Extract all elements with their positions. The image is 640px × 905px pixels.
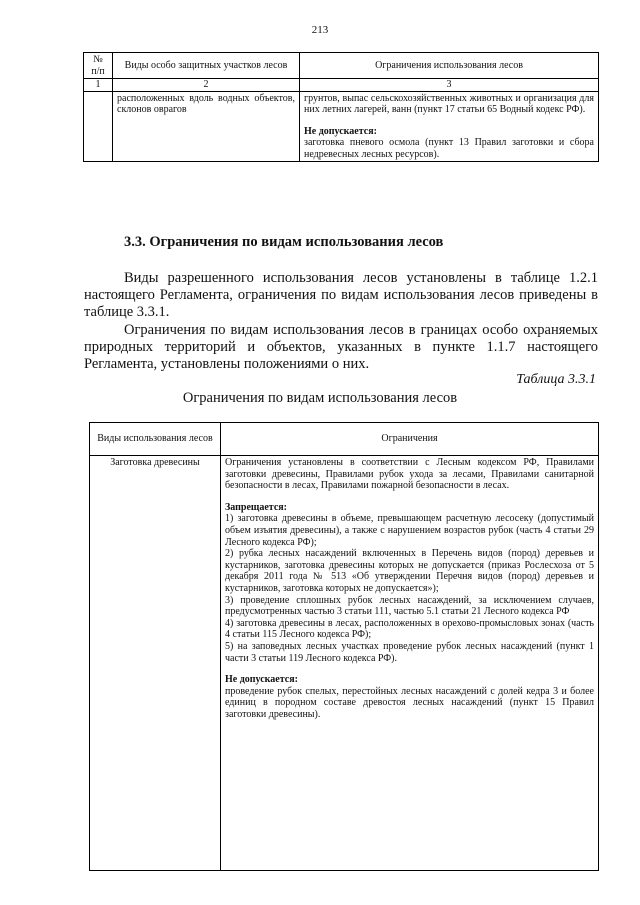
prohibited-item: 4) заготовка древесины в лесах, расположенных в орехово-промысловых зонах (часть 4 статьи 115 Лесного кодекса РФ); — [225, 617, 594, 641]
header-cell-use-kind: Виды использования лесов — [90, 423, 221, 456]
table-header-row — [84, 53, 599, 79]
prohibited-item: 2) рубка лесных насаждений включенных в Перечень видов (пород) деревьев и кустарников, заготовка древесины которых не допускается (приказ Рослесхоза от 5 декабря 2011 года № 513 «Об утверждении Перечня видов (пород) деревьев и кустарников, заготовка которых не допускается»); — [225, 548, 594, 594]
restriction-text: грунтов, выпас сельскохозяйственных животных и организация для них летних лагерей, ванн (пункт 17 статьи 65 Водный кодекс РФ). — [304, 92, 594, 115]
prohibited-item: 3) проведение сплошных рубок лесных насаждений, за исключением случаев, предусмотренных частью 3 статьи 111, частью 5.1 статьи 21 Лесного кодекса РФ — [225, 594, 594, 618]
use-kind-cell: Заготовка древесины — [90, 456, 221, 871]
row-number-cell — [84, 91, 113, 162]
restrictions-table — [89, 422, 599, 871]
prohibited-item: 5) на заповедных лесных участках проведение рубок лесных насаждений (пункт 1 части 3 статьи 119 Лесного кодекса РФ). — [225, 640, 594, 664]
table-label: Таблица 3.3.1 — [516, 372, 596, 387]
header-cell-restrictions: Ограничения использования лесов — [300, 53, 599, 79]
table-row — [84, 91, 599, 162]
paragraph: Виды разрешенного использования лесов установлены в таблице 1.2.1 настоящего Регламента, ограничения по видам использования лесов приведены в таблице 3.3.1. — [84, 270, 598, 320]
prohibited-label: Запрещается: — [225, 501, 288, 513]
not-allowed-label: Не допускается: — [225, 674, 298, 686]
column-number: 2 — [113, 79, 300, 92]
section-heading: 3.3. Ограничения по видам использования лесов — [124, 234, 444, 250]
header-cell-kind: Виды особо защитных участков лесов — [113, 53, 300, 79]
table-continued — [83, 52, 599, 162]
header-cell-restrictions: Ограничения — [221, 423, 599, 456]
paragraph: Ограничения по видам использования лесов в границах особо охраняемых природных территорий и объектов, указанных в пункте 1.1.7 настоящего Регламента, установлены положениями о них. — [84, 322, 598, 372]
restriction-text: Ограничения установлены в соответствии с Лесным кодексом РФ, Правилами заготовки древесины, Правилами рубок ухода за лесами, Правилами санитарной безопасности в лесах, Правилами пожарной безопасности в лесах. — [225, 457, 594, 492]
table-header-row — [90, 423, 599, 456]
table-title: Ограничения по видам использования лесов — [182, 390, 458, 406]
row-kind-cell: расположенных вдоль водных объектов, склонов оврагов — [113, 91, 300, 162]
page-number: 213 — [311, 24, 329, 36]
table-row — [90, 456, 599, 871]
prohibited-item: 1) заготовка древесины в объеме, превышающем расчетную лесосеку (допустимый объем изъятия древесины), а также с нарушением возрастов рубок (часть 4 статьи 29 Лесного кодекса РФ); — [225, 513, 594, 548]
restriction-text: проведение рубок спелых, перестойных лесных насаждений с долей кедра 3 и более единиц в породном составе древостоя лесных насаждений (пункт 15 Правил заготовки древесины). — [225, 685, 594, 720]
forbidden-label: Не допускается: — [304, 125, 377, 137]
column-number: 3 — [300, 79, 599, 92]
row-restrictions-cell — [300, 91, 599, 162]
restriction-text: заготовка пневого осмола (пункт 13 Правил заготовки и сбора недревесных лесных ресурсов). — [304, 137, 594, 160]
column-number: 1 — [84, 79, 113, 92]
column-number-row — [84, 79, 599, 92]
restrictions-cell — [221, 456, 599, 871]
header-cell-number: № п/п — [84, 53, 113, 79]
